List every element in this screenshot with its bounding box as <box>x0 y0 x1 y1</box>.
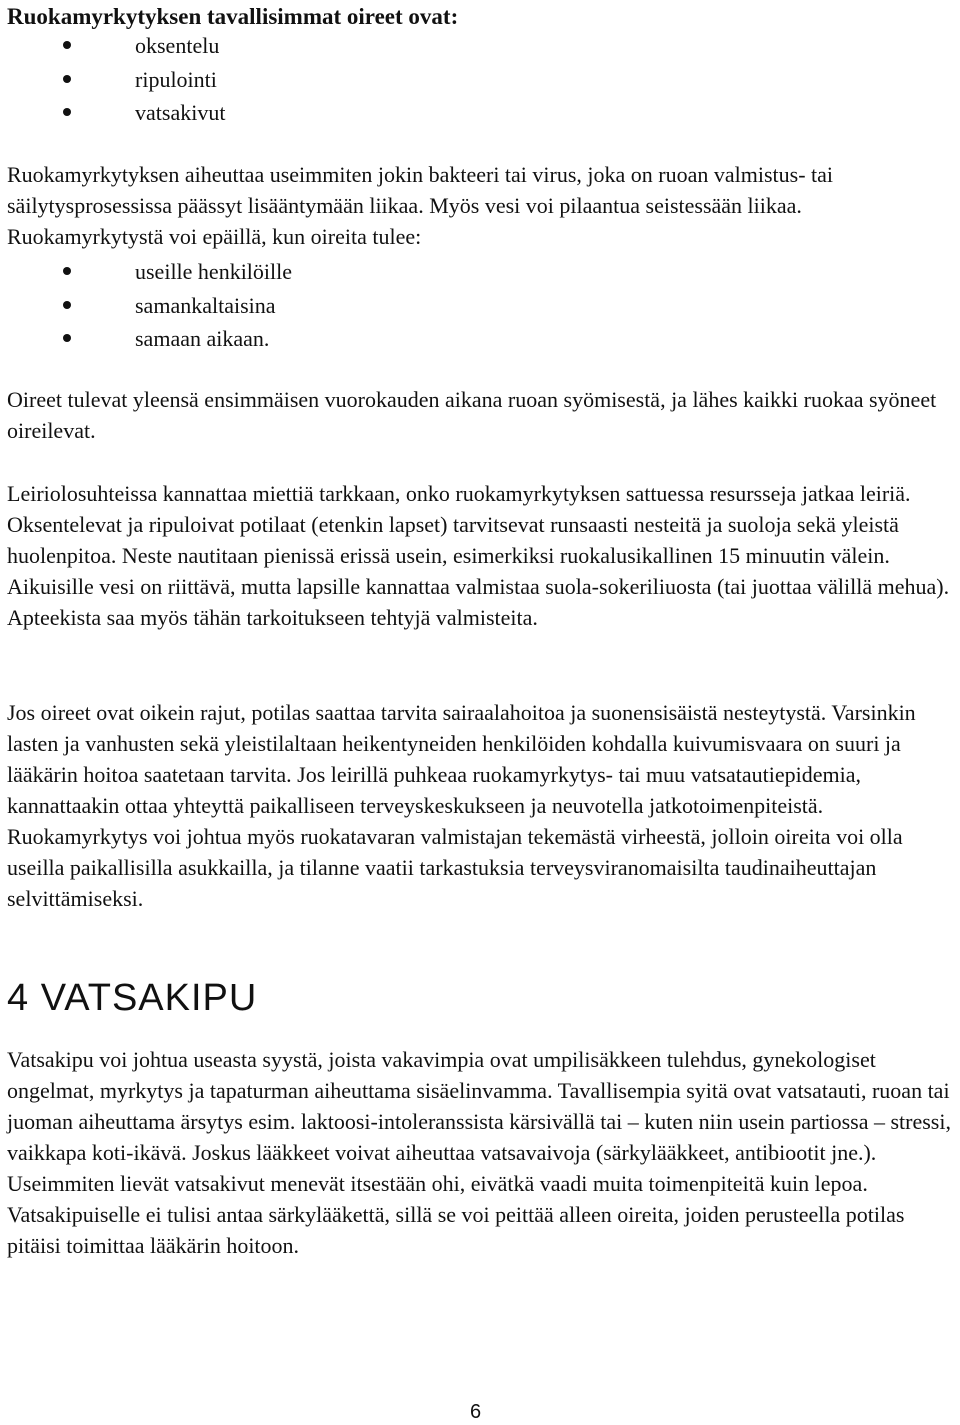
camp-paragraph: Leiriolosuhteissa kannattaa miettiä tarkkaan, onko ruokamyrkytyksen sattuessa resursseja jatkaa leiriä. Oksentelevat ja ripuloivat potilaat (etenkin lapset) tarvitsevat runsaasti nesteitä ja suoloja sekä yleistä huolenpitoa. Neste nautitaan pienissä erissä usein, esimerkiksi ruokalusikallinen 15 minuutin välein. Aikuisille vesi on riittävä, mutta lapsille kannattaa valmistaa suola-sokeriliuosta (tai juottaa välillä mehua). Apteekista saa myös tähän tarkoitukseen tehtyjä valmisteita. <box>7 481 950 630</box>
section-paragraph: Vatsakipu voi johtua useasta syystä, joista vakavimpia ovat umpilisäkkeen tulehdus, gynekologiset ongelmat, myrkytys ja tapaturman aiheuttama sisäelinvamma. Tavallisempia syitä ovat vatsatauti, ruoan tai juoman aiheuttama ärsytys esim. laktoosi-intoleranssista kärsivällä tai – kuten niin usein partiossa – stressi, vaikkapa koti-ikävä. Joskus lääkkeet voivat aiheuttaa vatsavaivoja (särkylääkkeet, antibiootit jne.). Useimmiten lievät vatsakivut menevät itsestään ohi, eivätkä vaadi muita toimenpiteitä kuin lepoa. Vatsakipuiselle ei tulisi antaa särkylääkettä, sillä se voi peittää alleen oireita, joiden perusteella potilas pitäisi toimittaa lääkärin hoitoon. <box>7 1047 951 1258</box>
onset-paragraph: Oireet tulevat yleensä ensimmäisen vuorokauden aikana ruoan syömisestä, ja lähes kaikki ruokaa syöneet oireilevat. <box>7 387 937 443</box>
cause-paragraph: Ruokamyrkytyksen aiheuttaa useimmiten jokin bakteeri tai virus, joka on ruoan valmistus- tai säilytysprosessissa päässyt lisääntymään liikaa. Myös vesi voi pilaantua seistessään liikaa. Ruokamyrkytystä voi epäillä, kun oireita tulee: <box>7 162 834 249</box>
list-item <box>7 255 292 289</box>
bullet-icon <box>63 267 71 275</box>
list-item <box>7 322 292 356</box>
list-item <box>7 63 225 97</box>
symptoms-heading: Ruokamyrkytyksen tavallisimmat oireet ovat: <box>7 4 459 29</box>
suspicion-list <box>7 255 292 356</box>
list-item-label: oksentelu <box>135 33 220 58</box>
list-item-label: ripulointi <box>135 66 217 92</box>
bullet-icon <box>63 334 71 342</box>
list-item-label: samaan aikaan. <box>135 326 270 351</box>
bullet-icon <box>63 301 71 309</box>
bullet-icon <box>63 41 71 49</box>
section-title: 4 VATSAKIPU <box>7 977 258 1019</box>
list-item-label: useille henkilöille <box>135 259 293 284</box>
page-number: 6 <box>470 1401 482 1423</box>
bullet-icon <box>63 108 71 116</box>
list-item <box>7 96 225 130</box>
list-item-label: vatsakivut <box>135 100 226 125</box>
symptoms-list <box>7 29 225 130</box>
list-item <box>7 289 292 323</box>
list-item-label: samankaltaisina <box>135 292 276 318</box>
list-item <box>7 29 225 63</box>
bullet-icon <box>63 75 71 83</box>
severe-paragraph: Jos oireet ovat oikein rajut, potilas saattaa tarvita sairaalahoitoa ja suonensisäistä nesteytystä. Varsinkin lasten ja vanhusten sekä yleistilaltaan heikentyneiden henkilöiden kohdalla kuivumisvaara on suuri ja lääkärin hoitoa saatetaan tarvita. Jos leirillä puhkeaa ruokamyrkytys- tai muu vatsatautiepidemia, kannattaakin ottaa yhteyttä paikalliseen terveyskeskukseen ja neuvotella jatkotoimenpiteistä. Ruokamyrkytys voi johtua myös ruokatavaran valmistajan tekemästä virheestä, jolloin oireita voi olla useilla paikallisilla asukkailla, ja tilanne vaatii tarkastuksia terveysviranomaisilta taudinaiheuttajan selvittämiseksi. <box>7 700 916 911</box>
